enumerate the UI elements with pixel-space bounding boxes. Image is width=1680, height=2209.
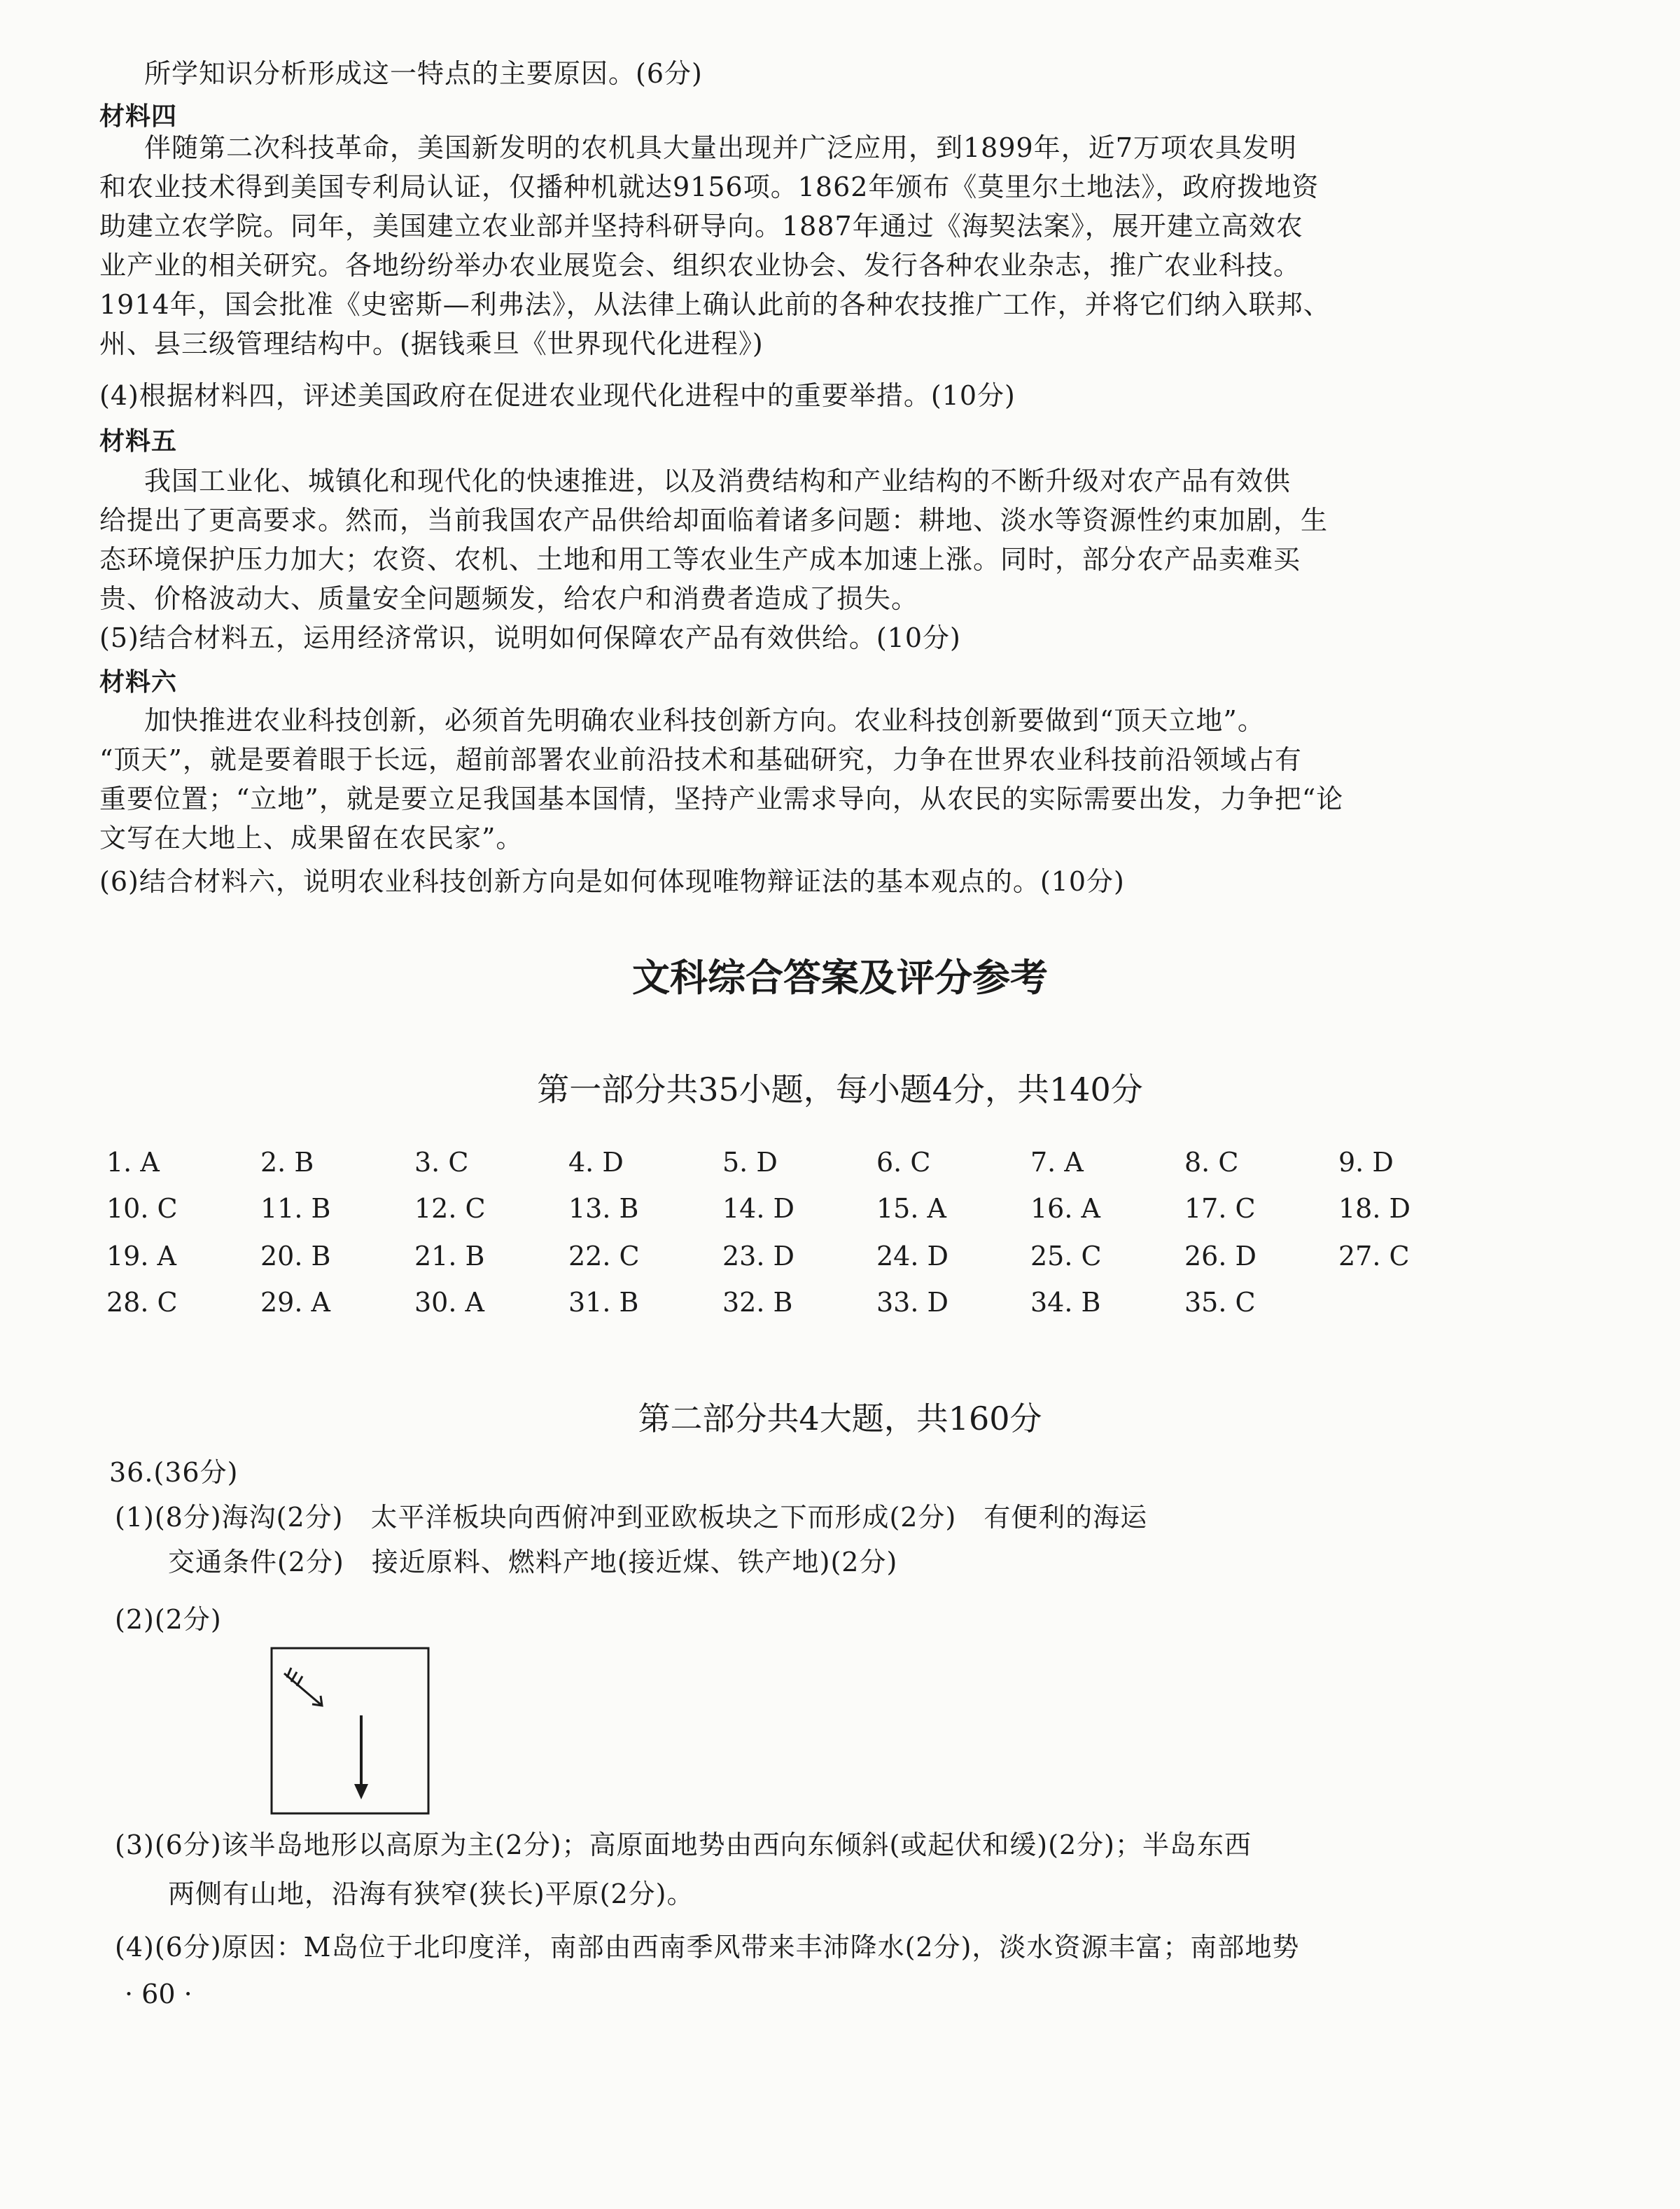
- answer-item: 31. B: [568, 1287, 639, 1318]
- material-4-line: 和农业技术得到美国专利局认证，仅播种机就达9156项。1862年颁布《莫里尔土地法》，政府拨地资: [99, 172, 1320, 202]
- answer-item: 30. A: [414, 1287, 484, 1318]
- answer-36-1-continued: 交通条件(2分) 接近原料、燃料产地(接近煤、铁产地)(2分): [168, 1547, 898, 1577]
- answer-item: 11. B: [260, 1193, 331, 1224]
- material-6-line: 重要位置；“立地”，就是要立足我国基本国情，坚持产业需求导向，从农民的实际需要出发，力争把“论: [99, 783, 1344, 814]
- material-4-line: 业产业的相关研究。各地纷纷举办农业展览会、组织农业协会、发行各种农业杂志，推广农业科技。: [99, 250, 1301, 281]
- answer-36-4: (4)(6分)原因：M岛位于北印度洋，南部由西南季风带来丰沛降水(2分)，淡水资源丰富；南部地势: [115, 1932, 1300, 1963]
- answer-row: [106, 1141, 1506, 1183]
- answer-item: 5. D: [722, 1147, 778, 1178]
- material-4-line: 1914年，国会批准《史密斯—利弗法》，从法律上确认此前的各种农技推广工作，并将它们纳入联邦、: [99, 289, 1331, 320]
- part-2-title: 第二部分共4大题，共160分: [638, 1400, 1042, 1437]
- answer-row: [106, 1281, 1506, 1323]
- answer-36-1: (1)(8分)海沟(2分) 太平洋板块向西俯冲到亚欧板块之下而形成(2分) 有便利的海运: [115, 1502, 1148, 1533]
- answer-item: 34. B: [1030, 1287, 1101, 1318]
- answer-item: 16. A: [1030, 1193, 1100, 1224]
- answer-item: 4. D: [568, 1147, 624, 1178]
- answer-item: 27. C: [1338, 1241, 1410, 1271]
- answer-item: 23. D: [722, 1241, 794, 1271]
- answer-item: 17. C: [1184, 1193, 1256, 1224]
- continued-question-line: 所学知识分析形成这一特点的主要原因。(6分): [144, 58, 703, 89]
- part-1-title: 第一部分共35小题，每小题4分，共140分: [537, 1071, 1143, 1108]
- answer-row: [106, 1187, 1506, 1229]
- answer-item: 10. C: [106, 1193, 178, 1224]
- answer-36-3: (3)(6分)该半岛地形以高原为主(2分)；高原面地势由西向东倾斜(或起伏和缓)(2分)；半岛东西: [115, 1830, 1252, 1860]
- material-4-line: 伴随第二次科技革命，美国新发明的农机具大量出现并广泛应用，到1899年，近7万项农具发明: [144, 132, 1297, 163]
- answer-key-title: 文科综合答案及评分参考: [632, 956, 1048, 1000]
- down-arrow-icon: [354, 1715, 368, 1799]
- material-4-line: 州、县三级管理结构中。(据钱乘旦《世界现代化进程》): [99, 328, 764, 359]
- answer-row: [106, 1235, 1506, 1277]
- answer-item: 29. A: [260, 1287, 330, 1318]
- answer-item: 25. C: [1030, 1241, 1102, 1271]
- material-5-line: 态环境保护压力加大；农资、农机、土地和用工等农业生产成本加速上涨。同时，部分农产品卖难买: [99, 544, 1301, 575]
- answer-item: 20. B: [260, 1241, 331, 1271]
- answer-item: 33. D: [876, 1287, 948, 1318]
- answer-item: 2. B: [260, 1147, 314, 1178]
- direction-diagram: [270, 1647, 430, 1815]
- answer-item: 22. C: [568, 1241, 640, 1271]
- question-4: (4)根据材料四，评述美国政府在促进农业现代化进程中的重要举措。(10分): [99, 380, 1016, 411]
- answer-item: 35. C: [1184, 1287, 1256, 1318]
- answer-item: 32. B: [722, 1287, 793, 1318]
- answer-item: 3. C: [414, 1147, 469, 1178]
- answer-item: 12. C: [414, 1193, 486, 1224]
- material-6-line: 加快推进农业科技创新，必须首先明确农业科技创新方向。农业科技创新要做到“顶天立地”。: [144, 705, 1265, 736]
- answer-item: 24. D: [876, 1241, 948, 1271]
- answer-item: 1. A: [106, 1147, 160, 1178]
- diagonal-arrow-icon: [284, 1668, 322, 1706]
- question-36-header: 36.(36分): [109, 1457, 239, 1488]
- answer-36-2: (2)(2分): [115, 1604, 222, 1635]
- answer-item: 6. C: [876, 1147, 931, 1178]
- answer-item: 26. D: [1184, 1241, 1256, 1271]
- material-5-label: 材料五: [99, 427, 178, 456]
- answer-item: 21. B: [414, 1241, 485, 1271]
- answer-item: 8. C: [1184, 1147, 1239, 1178]
- answer-item: 15. A: [876, 1193, 946, 1224]
- material-5-line: 我国工业化、城镇化和现代化的快速推进，以及消费结构和产业结构的不断升级对农产品有效供: [144, 466, 1292, 496]
- material-4-line: 助建立农学院。同年，美国建立农业部并坚持科研导向。1887年通过《海契法案》，展开建立高效农: [99, 211, 1303, 242]
- answer-item: 13. B: [568, 1193, 639, 1224]
- question-5: (5)结合材料五，运用经济常识，说明如何保障农产品有效供给。(10分): [99, 622, 961, 653]
- answer-item: 28. C: [106, 1287, 178, 1318]
- answer-item: 9. D: [1338, 1147, 1394, 1178]
- material-5-line: 贵、价格波动大、质量安全问题频发，给农户和消费者造成了损失。: [99, 583, 919, 614]
- material-4-label: 材料四: [99, 102, 178, 131]
- answer-item: 18. D: [1338, 1193, 1410, 1224]
- question-6: (6)结合材料六，说明农业科技创新方向是如何体现唯物辩证法的基本观点的。(10分): [99, 866, 1125, 897]
- answer-item: 7. A: [1030, 1147, 1084, 1178]
- material-6-label: 材料六: [99, 668, 178, 697]
- material-6-line: 文写在大地上、成果留在农民家”。: [99, 823, 524, 853]
- answer-item: 19. A: [106, 1241, 176, 1271]
- answer-item: 14. D: [722, 1193, 794, 1224]
- answer-36-3-continued: 两侧有山地，沿海有狭窄(狭长)平原(2分)。: [168, 1879, 694, 1909]
- page-number: · 60 ·: [125, 1979, 192, 2009]
- material-6-line: “顶天”，就是要着眼于长远，超前部署农业前沿技术和基础研究，力争在世界农业科技前沿领域占有: [99, 744, 1302, 775]
- material-5-line: 给提出了更高要求。然而，当前我国农产品供给却面临着诸多问题：耕地、淡水等资源性约束加剧，生: [99, 505, 1329, 536]
